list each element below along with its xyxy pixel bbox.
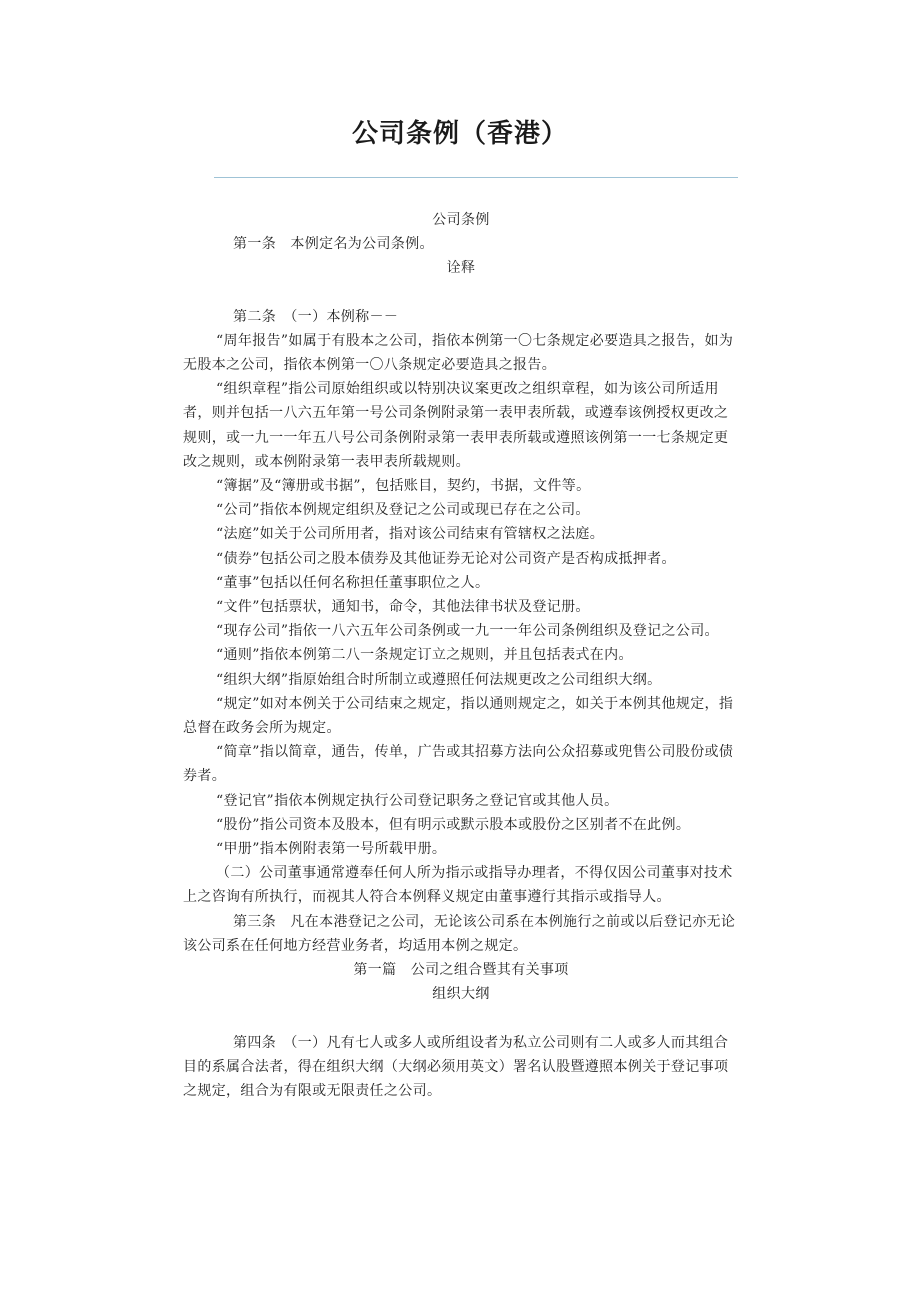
- title-divider: [214, 177, 738, 178]
- definition-paragraph: “组织章程”指公司原始组织或以特别决议案更改之组织章程，如为该公司所适用者，则并包括一八六五年第一号公司条例附录第一表甲表所载，或遵奉该例授权更改之规则，或一九一一年五八号公司条例附录第一表甲表所载或遵照该例第一一七条规定更改之规则，或本例附录第一表甲表所载规则。: [183, 381, 729, 470]
- definition-paragraph: “簿据”及“簿册或书据”，包括账目，契约，书据，文件等。: [216, 478, 591, 495]
- clause-paragraph: （二）公司董事通常遵奉任何人所为指示或指导办理者，不得仅因公司董事对技术上之咨询有所执行，而视其人符合本例释义规定由董事遵行其指示或指导人。: [183, 865, 733, 906]
- definition-paragraph: “通则”指依本例第二八一条规定订立之规则，并且包括表式在内。: [216, 647, 633, 664]
- blank-line: [183, 1007, 739, 1031]
- article-paragraph: 第三条 凡在本港登记之公司，无论该公司系在本例施行之前或以后登记亦无论该公司系在任何地方经营业务者，均适用本例之规定。: [183, 913, 736, 954]
- definition-paragraph: “法庭”如关于公司所用者，指对该公司结束有管辖权之法庭。: [216, 526, 605, 543]
- definition-paragraph: “股份”指公司资本及股本，但有明示或默示股本或股份之区别者不在此例。: [216, 816, 691, 833]
- blank-line: [183, 281, 739, 305]
- definition-paragraph: “组织大纲”指原始组合时所制立或遵照任何法规更改之公司组织大纲。: [216, 671, 662, 688]
- definition-paragraph: “董事”包括以任何名称担任董事职位之人。: [216, 574, 490, 591]
- section-heading: 诠释: [446, 260, 476, 277]
- definition-paragraph: “现存公司”指依一八六五年公司条例或一九一一年公司条例组织及登记之公司。: [216, 623, 719, 640]
- part-heading: 第一篇 公司之组合暨其有关事项: [353, 962, 569, 979]
- definition-paragraph: “债券”包括公司之股本债券及其他证券无论对公司资产是否构成抵押者。: [216, 550, 676, 567]
- definition-paragraph: “周年报告”如属于有股本之公司，指依本例第一〇七条规定必要造具之报告，如为无股本之公司，指依本例第一〇八条规定必要造具之报告。: [183, 332, 734, 374]
- definition-paragraph: “公司”指依本例规定组织及登记之公司或现已存在之公司。: [216, 502, 590, 519]
- document-title: 公司条例（香港）: [351, 119, 568, 149]
- article-paragraph: 第二条 （一）本例称－－: [233, 308, 399, 325]
- definition-paragraph: “简章”指以简章，通告，传单，广告或其招募方法向公众招募或兜售公司股份或债券者。: [183, 744, 734, 785]
- article-paragraph: 第四条 （一）凡有七人或多人或所组设者为私立公司则有二人或多人而其组合目的系属合法者，得在组织大纲（大纲必须用英文）署名认股暨遵照本例关于登记事项之规定，组合为有限或无限责任之公司。: [183, 1034, 729, 1099]
- definition-paragraph: “甲册”指本例附表第一号所载甲册。: [216, 841, 447, 858]
- definition-paragraph: “登记官”指依本例规定执行公司登记职务之登记官或其他人员。: [216, 792, 619, 809]
- section-heading: 公司条例: [432, 212, 490, 228]
- definition-paragraph: “文件”包括票状，通知书，命令，其他法律书状及登记册。: [216, 599, 590, 616]
- article-paragraph: 第一条 本例定名为公司条例。: [233, 236, 434, 253]
- section-heading: 组织大纲: [432, 986, 490, 1003]
- definition-paragraph: “规定”如对本例关于公司结束之规定，指以通则规定之，如关于本例其他规定，指总督在政务会所为规定。: [183, 695, 734, 737]
- document-body: [183, 208, 739, 1103]
